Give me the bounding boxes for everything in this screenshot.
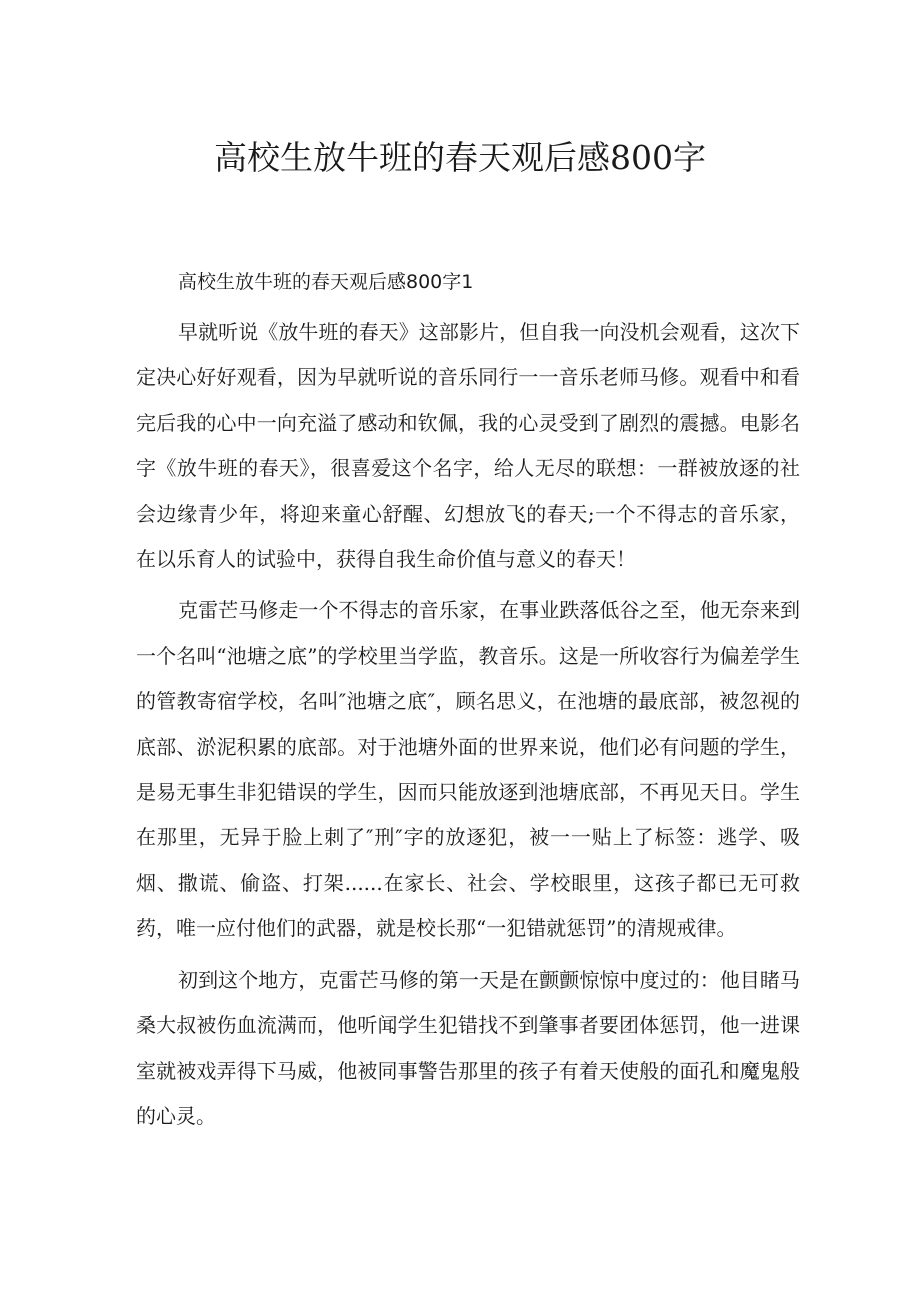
section-heading: 高校生放牛班的春天观后感800字1 bbox=[178, 271, 474, 293]
paragraph-3: 初到这个地方，克雷芒马修的第一天是在颤颤惊惊中度过的：他目睹马桑大叔被伤血流满而，他听闻学生犯错找不到肇事者要团体惩罚，他一进课室就被戏弄得下马威，他被同事警告那里的孩子有着天使般的面孔和魔鬼般的心灵。 bbox=[136, 967, 800, 1128]
document-title: 高校生放牛班的春天观后感800字 bbox=[214, 138, 706, 177]
paragraph-1: 早就听说《放牛班的春天》这部影片，但自我一向没机会观看，这次下定决心好好观看，因为早就听说的音乐同行一一音乐老师马修。观看中和看完后我的心中一向充溢了感动和钦佩，我的心灵受到了剧烈的震撼。电影名字《放牛班的春天》，很喜爱这个名字，给人无尽的联想：一群被放逐的社会边缘青少年，将迎来童心舒醒、幻想放飞的春天;一个不得志的音乐家，在以乐育人的试验中，获得自我生命价值与意义的春天！ bbox=[136, 320, 800, 572]
document-body bbox=[136, 310, 800, 1145]
paragraph-2: 克雷芒马修走一个不得志的音乐家，在事业跌落低谷之至，他无奈来到一个名叫“池塘之底”的学校里当学监，教音乐。这是一所收容行为偏差学生的管教寄宿学校，名叫″池塘之底″，顾名思义，在池塘的最底部，被忽视的底部、淤泥积累的底部。对于池塘外面的世界来说，他们必有问题的学生，是易无事生非犯错误的学生，因而只能放逐到池塘底部，不再见天日。学生在那里，无异于脸上刺了″刑″字的放逐犯，被一一贴上了标签：逃学、吸烟、撒谎、偷盗、打架......在家长、社会、学校眼里，这孩子都已无可救药，唯一应付他们的武器，就是校长那“一犯错就惩罚”的清规戒律。 bbox=[136, 598, 800, 941]
